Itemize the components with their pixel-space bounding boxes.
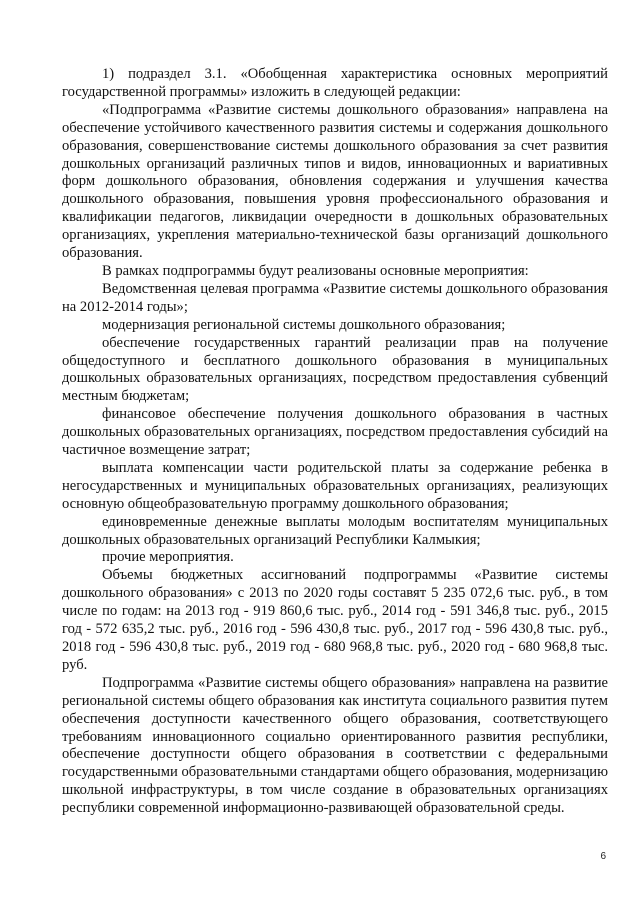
paragraph-general-education-subprogram: Подпрограмма «Развитие системы общего образования» направлена на развитие региональной системы общего образования как института социального развития путем обеспечения доступности качественного общего образования, соответствующего требованиям инновационного социально ориентированного развития республики, обеспечение доступности общего образования в соответствии с федеральными государственными образовательными стандартами общего образования, модернизацию школьной инфраструктуры, в том числе создание в образовательных организациях республики современной информационно-развивающей образовательной среды. bbox=[62, 674, 608, 817]
paragraph-main-measures-intro: В рамках подпрограммы будут реализованы основные мероприятия: bbox=[102, 262, 529, 279]
page-number: 6 bbox=[600, 851, 606, 862]
paragraph-amendment-intro: 1) подраздел 3.1. «Обобщенная характеристика основных мероприятий государственной программы» изложить в следующей редакции: bbox=[62, 66, 608, 100]
document-body bbox=[62, 66, 608, 818]
paragraph-measure-young-teachers: единовременные денежные выплаты молодым воспитателям муниципальных дошкольных образовательных организаций Республики Калмыкия; bbox=[62, 513, 608, 548]
paragraph-measure-departmental-program: Ведомственная целевая программа «Развитие системы дошкольного образования на 2012-2014 годы»; bbox=[62, 280, 608, 315]
paragraph-measure-state-guarantees: обеспечение государственных гарантий реализации прав на получение общедоступного и бесплатного дошкольного образования в муниципальных дошкольных образовательных организациях, посредством предоставления субвенций местным бюджетам; bbox=[62, 334, 608, 405]
paragraph-measure-modernization: модернизация региональной системы дошкольного образования; bbox=[102, 316, 506, 333]
paragraph-measure-private-funding: финансовое обеспечение получения дошкольного образования в частных дошкольных образовательных организациях, посредством предоставления субсидий на частичное возмещение затрат; bbox=[62, 406, 608, 459]
paragraph-measure-other: прочие мероприятия. bbox=[102, 549, 234, 566]
paragraph-measure-compensation: выплата компенсации части родительской платы за содержание ребенка в негосударственных и муниципальных образовательных организациях, реализующих основную общеобразовательную программу дошкольного образования; bbox=[62, 459, 608, 512]
paragraph-budget-allocations: Объемы бюджетных ассигнований подпрограммы «Развитие системы дошкольного образования» с 2013 по 2020 годы составят 5 235 072,6 тыс. руб., в том числе по годам: на 2013 год - 919 860,6 тыс. руб., 2014 год - 591 346,8 тыс. руб., 2015 год - 572 635,2 тыс. руб., 2016 год - 596 430,8 тыс. руб., 2017 год - 596 430,8 тыс. руб., 2018 год - 596 430,8 тыс. руб., 2019 год - 680 968,8 тыс. руб., 2020 год - 680 968,8 тыс. руб. bbox=[62, 567, 608, 673]
paragraph-preschool-subprogram: «Подпрограмма «Развитие системы дошкольного образования» направлена на обеспечение устойчивого качественного развития системы и содержания дошкольного образования, совершенствование системы дошкольного образования за счет развития дошкольных организаций различных типов и видов, инновационных и вариативных форм дошкольного образования, обновления содержания и улучшения качества дошкольного образования, повышения уровня профессионального образования и квалификации педагогов, ликвидации очередности в дошкольных образовательных организациях, укрепления материально-технической базы организаций дошкольного образования. bbox=[62, 101, 608, 262]
